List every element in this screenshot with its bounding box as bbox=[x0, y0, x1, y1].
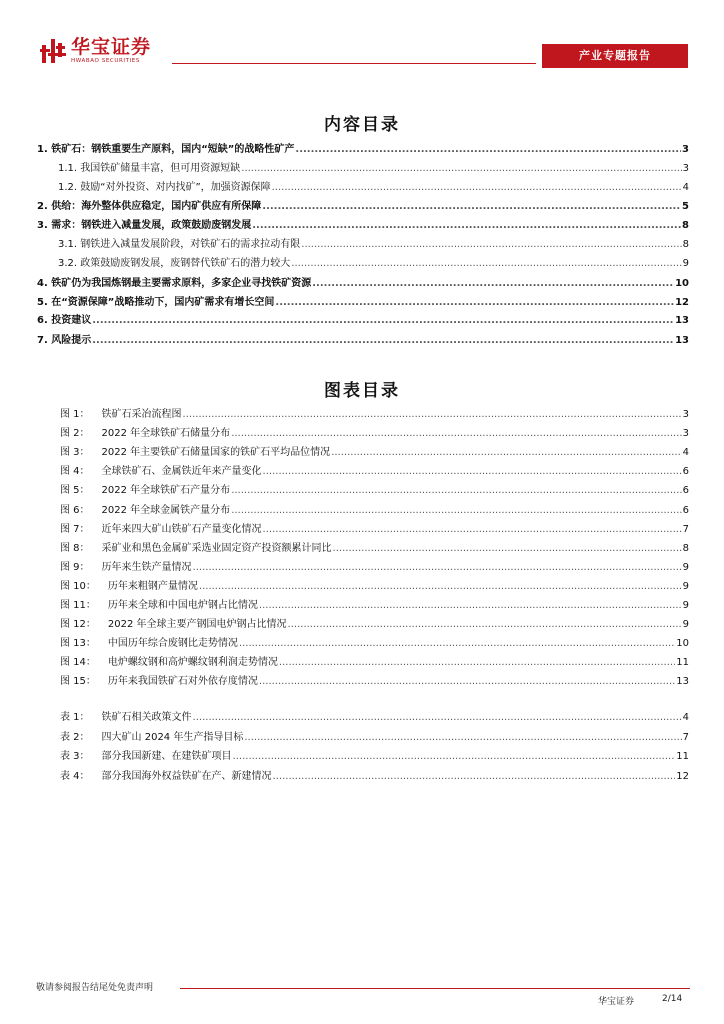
figure-number: 图 3： bbox=[60, 447, 90, 459]
toc-title: 内容目录 bbox=[324, 115, 400, 135]
page-ref: 6 bbox=[682, 466, 689, 478]
dot-leader bbox=[241, 161, 681, 177]
table-number: 表 2： bbox=[60, 731, 90, 743]
dot-leader bbox=[263, 464, 682, 480]
page-ref: 8 bbox=[682, 220, 689, 231]
dot-leader bbox=[231, 483, 681, 499]
figure-number: 图 7： bbox=[60, 523, 90, 535]
page-ref: 4 bbox=[682, 712, 689, 723]
dot-leader bbox=[273, 769, 676, 785]
entry-text: 3.2. 政策鼓励废钢发展，废钢替代铁矿石的潜力较大 bbox=[58, 258, 291, 269]
figure-entry-label bbox=[60, 483, 230, 499]
page-ref: 9 bbox=[682, 600, 689, 611]
logo-chinese-name: 华宝证券 bbox=[71, 36, 152, 58]
figure-caption: 历年来我国铁矿石对外依存度情况 bbox=[107, 676, 258, 688]
dot-leader bbox=[301, 237, 681, 253]
toc-chapter-entry-label bbox=[37, 276, 311, 292]
figure-entry-label bbox=[60, 598, 258, 614]
table-caption: 四大矿山 2024 年生产指导目标 bbox=[101, 731, 244, 743]
dot-leader bbox=[92, 333, 674, 349]
figure-entry-label bbox=[60, 560, 192, 576]
toc-chapter-entry[interactable] bbox=[37, 142, 689, 158]
page-ref: 4 bbox=[682, 447, 689, 459]
page-ref: 3 bbox=[682, 163, 689, 174]
figure-caption: 历年来粗钢产量情况 bbox=[107, 580, 198, 592]
page-ref: 6 bbox=[682, 504, 689, 516]
footer-divider bbox=[180, 988, 690, 989]
dot-leader bbox=[259, 598, 682, 614]
figure-entry[interactable] bbox=[60, 407, 689, 423]
dot-leader bbox=[231, 426, 681, 442]
table-caption: 部分我国海外权益铁矿在产、新建情况 bbox=[101, 770, 272, 782]
figure-caption: 历年来全球和中国电炉钢占比情况 bbox=[107, 600, 258, 611]
footer-company: 华宝证券 bbox=[598, 997, 635, 1007]
toc-chapter-entry[interactable] bbox=[37, 276, 689, 292]
dot-leader bbox=[233, 749, 676, 765]
figure-caption: 2022 年主要铁矿石储量国家的铁矿石平均品位情况 bbox=[101, 447, 331, 459]
figure-entry[interactable] bbox=[60, 464, 689, 480]
table-number: 表 3： bbox=[60, 751, 90, 763]
figure-number: 图 9： bbox=[60, 561, 90, 573]
dot-leader bbox=[252, 218, 681, 234]
toc-chapter-entry-label bbox=[37, 199, 261, 215]
table-entry-label bbox=[60, 749, 232, 765]
figure-entry-label bbox=[60, 674, 258, 690]
figure-entry-label bbox=[60, 541, 332, 557]
page-ref: 9 bbox=[682, 258, 689, 269]
figure-caption: 铁矿石采冶流程图 bbox=[101, 409, 182, 420]
figure-number: 图 14： bbox=[60, 657, 96, 669]
figure-caption: 电炉螺纹钢和高炉螺纹钢利润走势情况 bbox=[107, 657, 278, 669]
toc-section-entry-label bbox=[58, 180, 271, 196]
page-ref: 10 bbox=[675, 278, 689, 289]
page-ref: 13 bbox=[675, 315, 689, 326]
table-entry[interactable] bbox=[60, 730, 689, 746]
entry-text: 5. 在“资源保障”战略推动下，国内矿需求有增长空间 bbox=[37, 297, 275, 308]
page-number: 2/14 bbox=[662, 994, 683, 1004]
dot-leader bbox=[259, 674, 675, 690]
dot-leader bbox=[263, 522, 682, 538]
toc-chapter-entry-label bbox=[37, 313, 91, 329]
header-divider bbox=[172, 63, 536, 64]
dot-leader bbox=[295, 142, 681, 158]
hwabao-logo-icon bbox=[40, 37, 66, 65]
toc-chapter-entry[interactable] bbox=[37, 218, 689, 234]
figure-number: 图 5： bbox=[60, 485, 90, 497]
figure-entry-label bbox=[60, 407, 182, 423]
dot-leader bbox=[183, 407, 682, 423]
table-entry-label bbox=[60, 710, 192, 726]
figure-entry-label bbox=[60, 464, 262, 480]
figure-entry[interactable] bbox=[60, 426, 689, 442]
page-ref: 9 bbox=[682, 580, 689, 592]
figure-entry-label bbox=[60, 445, 330, 461]
table-entry[interactable] bbox=[60, 769, 689, 785]
dot-leader bbox=[272, 180, 682, 196]
toc-chapter-entry[interactable] bbox=[37, 295, 689, 311]
figure-entry[interactable] bbox=[60, 445, 689, 461]
page-ref: 8 bbox=[682, 542, 689, 554]
dot-leader bbox=[288, 617, 682, 633]
entry-text: 2. 供给：海外整体供应稳定，国内矿供应有所保障 bbox=[37, 201, 262, 212]
table-entry-label bbox=[60, 730, 243, 746]
page-ref: 13 bbox=[676, 676, 689, 688]
figure-entry[interactable] bbox=[60, 483, 689, 499]
figure-entry[interactable] bbox=[60, 560, 689, 576]
figure-number: 图 15： bbox=[60, 676, 96, 688]
toc-chapter-entry[interactable] bbox=[37, 333, 689, 349]
entry-text: 1.2. 鼓励“对外投资、对内找矿”，加强资源保障 bbox=[58, 182, 271, 193]
table-caption: 铁矿石相关政策文件 bbox=[101, 712, 192, 723]
figure-entry-label bbox=[60, 426, 230, 442]
toc-section-entry-label bbox=[58, 161, 240, 177]
table-entry[interactable] bbox=[60, 749, 689, 765]
page-ref: 3 bbox=[682, 428, 689, 440]
figure-entry-label bbox=[60, 522, 262, 538]
figure-caption: 中国历年综合废钢比走势情况 bbox=[107, 638, 238, 650]
dot-leader bbox=[231, 503, 681, 519]
page-header bbox=[0, 0, 724, 80]
dot-leader bbox=[193, 710, 682, 726]
figure-entry[interactable] bbox=[60, 541, 689, 557]
page-ref: 3 bbox=[682, 409, 689, 420]
table-caption: 部分我国新建、在建铁矿项目 bbox=[101, 751, 232, 763]
page-ref: 3 bbox=[682, 144, 689, 155]
page-ref: 10 bbox=[676, 638, 689, 650]
figure-entry-label bbox=[60, 655, 278, 671]
page-ref: 5 bbox=[682, 201, 689, 212]
table-number: 表 4： bbox=[60, 770, 90, 782]
figures-title: 图表目录 bbox=[324, 381, 400, 401]
figure-number: 图 4： bbox=[60, 466, 90, 478]
figure-entry[interactable] bbox=[60, 503, 689, 519]
figure-number: 图 13： bbox=[60, 638, 96, 650]
table-entry-label bbox=[60, 769, 272, 785]
figure-entry[interactable] bbox=[60, 674, 689, 690]
entry-text: 6. 投资建议 bbox=[37, 315, 92, 326]
dot-leader bbox=[92, 313, 674, 329]
figure-number: 图 1： bbox=[60, 409, 90, 420]
figure-number: 图 2： bbox=[60, 428, 90, 440]
figure-caption: 历年来生铁产量情况 bbox=[101, 561, 192, 573]
dot-leader bbox=[279, 655, 675, 671]
dot-leader bbox=[199, 579, 682, 595]
logo-english-name: HWABAO SECURITIES bbox=[71, 58, 140, 64]
toc-chapter-entry-label bbox=[37, 218, 251, 234]
figure-caption: 近年来四大矿山铁矿石产量变化情况 bbox=[101, 523, 262, 535]
toc-chapter-entry-label bbox=[37, 295, 274, 311]
toc-section-entry[interactable] bbox=[58, 256, 689, 272]
figure-entry-label bbox=[60, 617, 287, 633]
page-ref: 12 bbox=[675, 297, 689, 308]
entry-text: 4. 铁矿仍为我国炼钢最主要需求原料，多家企业寻找铁矿资源 bbox=[37, 278, 312, 289]
figure-number: 图 12： bbox=[60, 619, 96, 631]
page-ref: 9 bbox=[682, 561, 689, 573]
figure-entry[interactable] bbox=[60, 655, 689, 671]
page-ref: 12 bbox=[676, 770, 689, 782]
dot-leader bbox=[239, 636, 675, 652]
page-ref: 4 bbox=[682, 182, 689, 193]
toc-section-entry[interactable] bbox=[58, 161, 689, 177]
page-ref: 11 bbox=[676, 657, 689, 669]
page-ref: 7 bbox=[682, 731, 689, 743]
figure-caption: 2022 年全球铁矿石储量分布 bbox=[101, 428, 231, 440]
toc-section-entry-label bbox=[58, 256, 290, 272]
figure-number: 图 10： bbox=[60, 580, 96, 592]
figure-entry[interactable] bbox=[60, 598, 689, 614]
page-ref: 7 bbox=[682, 523, 689, 535]
dot-leader bbox=[193, 560, 682, 576]
figure-entry[interactable] bbox=[60, 636, 689, 652]
figure-entry[interactable] bbox=[60, 617, 689, 633]
entry-text: 3. 需求：钢铁进入减量发展，政策鼓励废钢发展 bbox=[37, 220, 252, 231]
figure-entry-label bbox=[60, 579, 198, 595]
figure-entry-label bbox=[60, 636, 238, 652]
figure-caption: 全球铁矿石、金属铁近年来产量变化 bbox=[101, 466, 262, 478]
table-number: 表 1： bbox=[60, 712, 90, 723]
page-ref: 9 bbox=[682, 619, 689, 631]
disclaimer-note: 敬请参阅报告结尾处免责声明 bbox=[36, 983, 154, 993]
figure-caption: 2022 年全球铁矿石产量分布 bbox=[101, 485, 231, 497]
dot-leader bbox=[262, 199, 681, 215]
figure-entry-label bbox=[60, 503, 230, 519]
entry-text: 1.1. 我国铁矿储量丰富，但可用资源短缺 bbox=[58, 163, 241, 174]
page-ref: 6 bbox=[682, 485, 689, 497]
dot-leader bbox=[291, 256, 681, 272]
toc-section-entry[interactable] bbox=[58, 180, 689, 196]
figure-number: 图 11： bbox=[60, 600, 96, 611]
entry-text: 3.1. 钢铁进入减量发展阶段，对铁矿石的需求拉动有限 bbox=[58, 239, 301, 250]
page-ref: 8 bbox=[682, 239, 689, 250]
dot-leader bbox=[275, 295, 674, 311]
report-type-badge: 产业专题报告 bbox=[542, 44, 688, 68]
figure-entry[interactable] bbox=[60, 522, 689, 538]
entry-text: 1. 铁矿石：钢铁重要生产原料，国内“短缺”的战略性矿产 bbox=[37, 144, 295, 155]
figure-caption: 2022 年全球金属铁产量分布 bbox=[101, 504, 231, 516]
toc-section-entry[interactable] bbox=[58, 237, 689, 253]
company-logo bbox=[40, 37, 151, 69]
dot-leader bbox=[312, 276, 674, 292]
figure-number: 图 8： bbox=[60, 542, 90, 554]
toc-chapter-entry-label bbox=[37, 333, 91, 349]
dot-leader bbox=[331, 445, 681, 461]
page-ref: 11 bbox=[676, 751, 689, 763]
figure-entry[interactable] bbox=[60, 579, 689, 595]
figure-caption: 2022 年全球主要产钢国电炉钢占比情况 bbox=[107, 619, 287, 631]
table-entry[interactable] bbox=[60, 710, 689, 726]
dot-leader bbox=[333, 541, 682, 557]
toc-chapter-entry[interactable] bbox=[37, 199, 689, 215]
figure-number: 图 6： bbox=[60, 504, 90, 516]
toc-chapter-entry[interactable] bbox=[37, 313, 689, 329]
dot-leader bbox=[244, 730, 681, 746]
page-ref: 13 bbox=[675, 335, 689, 346]
toc-chapter-entry-label bbox=[37, 142, 294, 158]
entry-text: 7. 风险提示 bbox=[37, 335, 92, 346]
figure-caption: 采矿业和黑色金属矿采选业固定资产投资额累计同比 bbox=[101, 542, 332, 554]
toc-section-entry-label bbox=[58, 237, 300, 253]
